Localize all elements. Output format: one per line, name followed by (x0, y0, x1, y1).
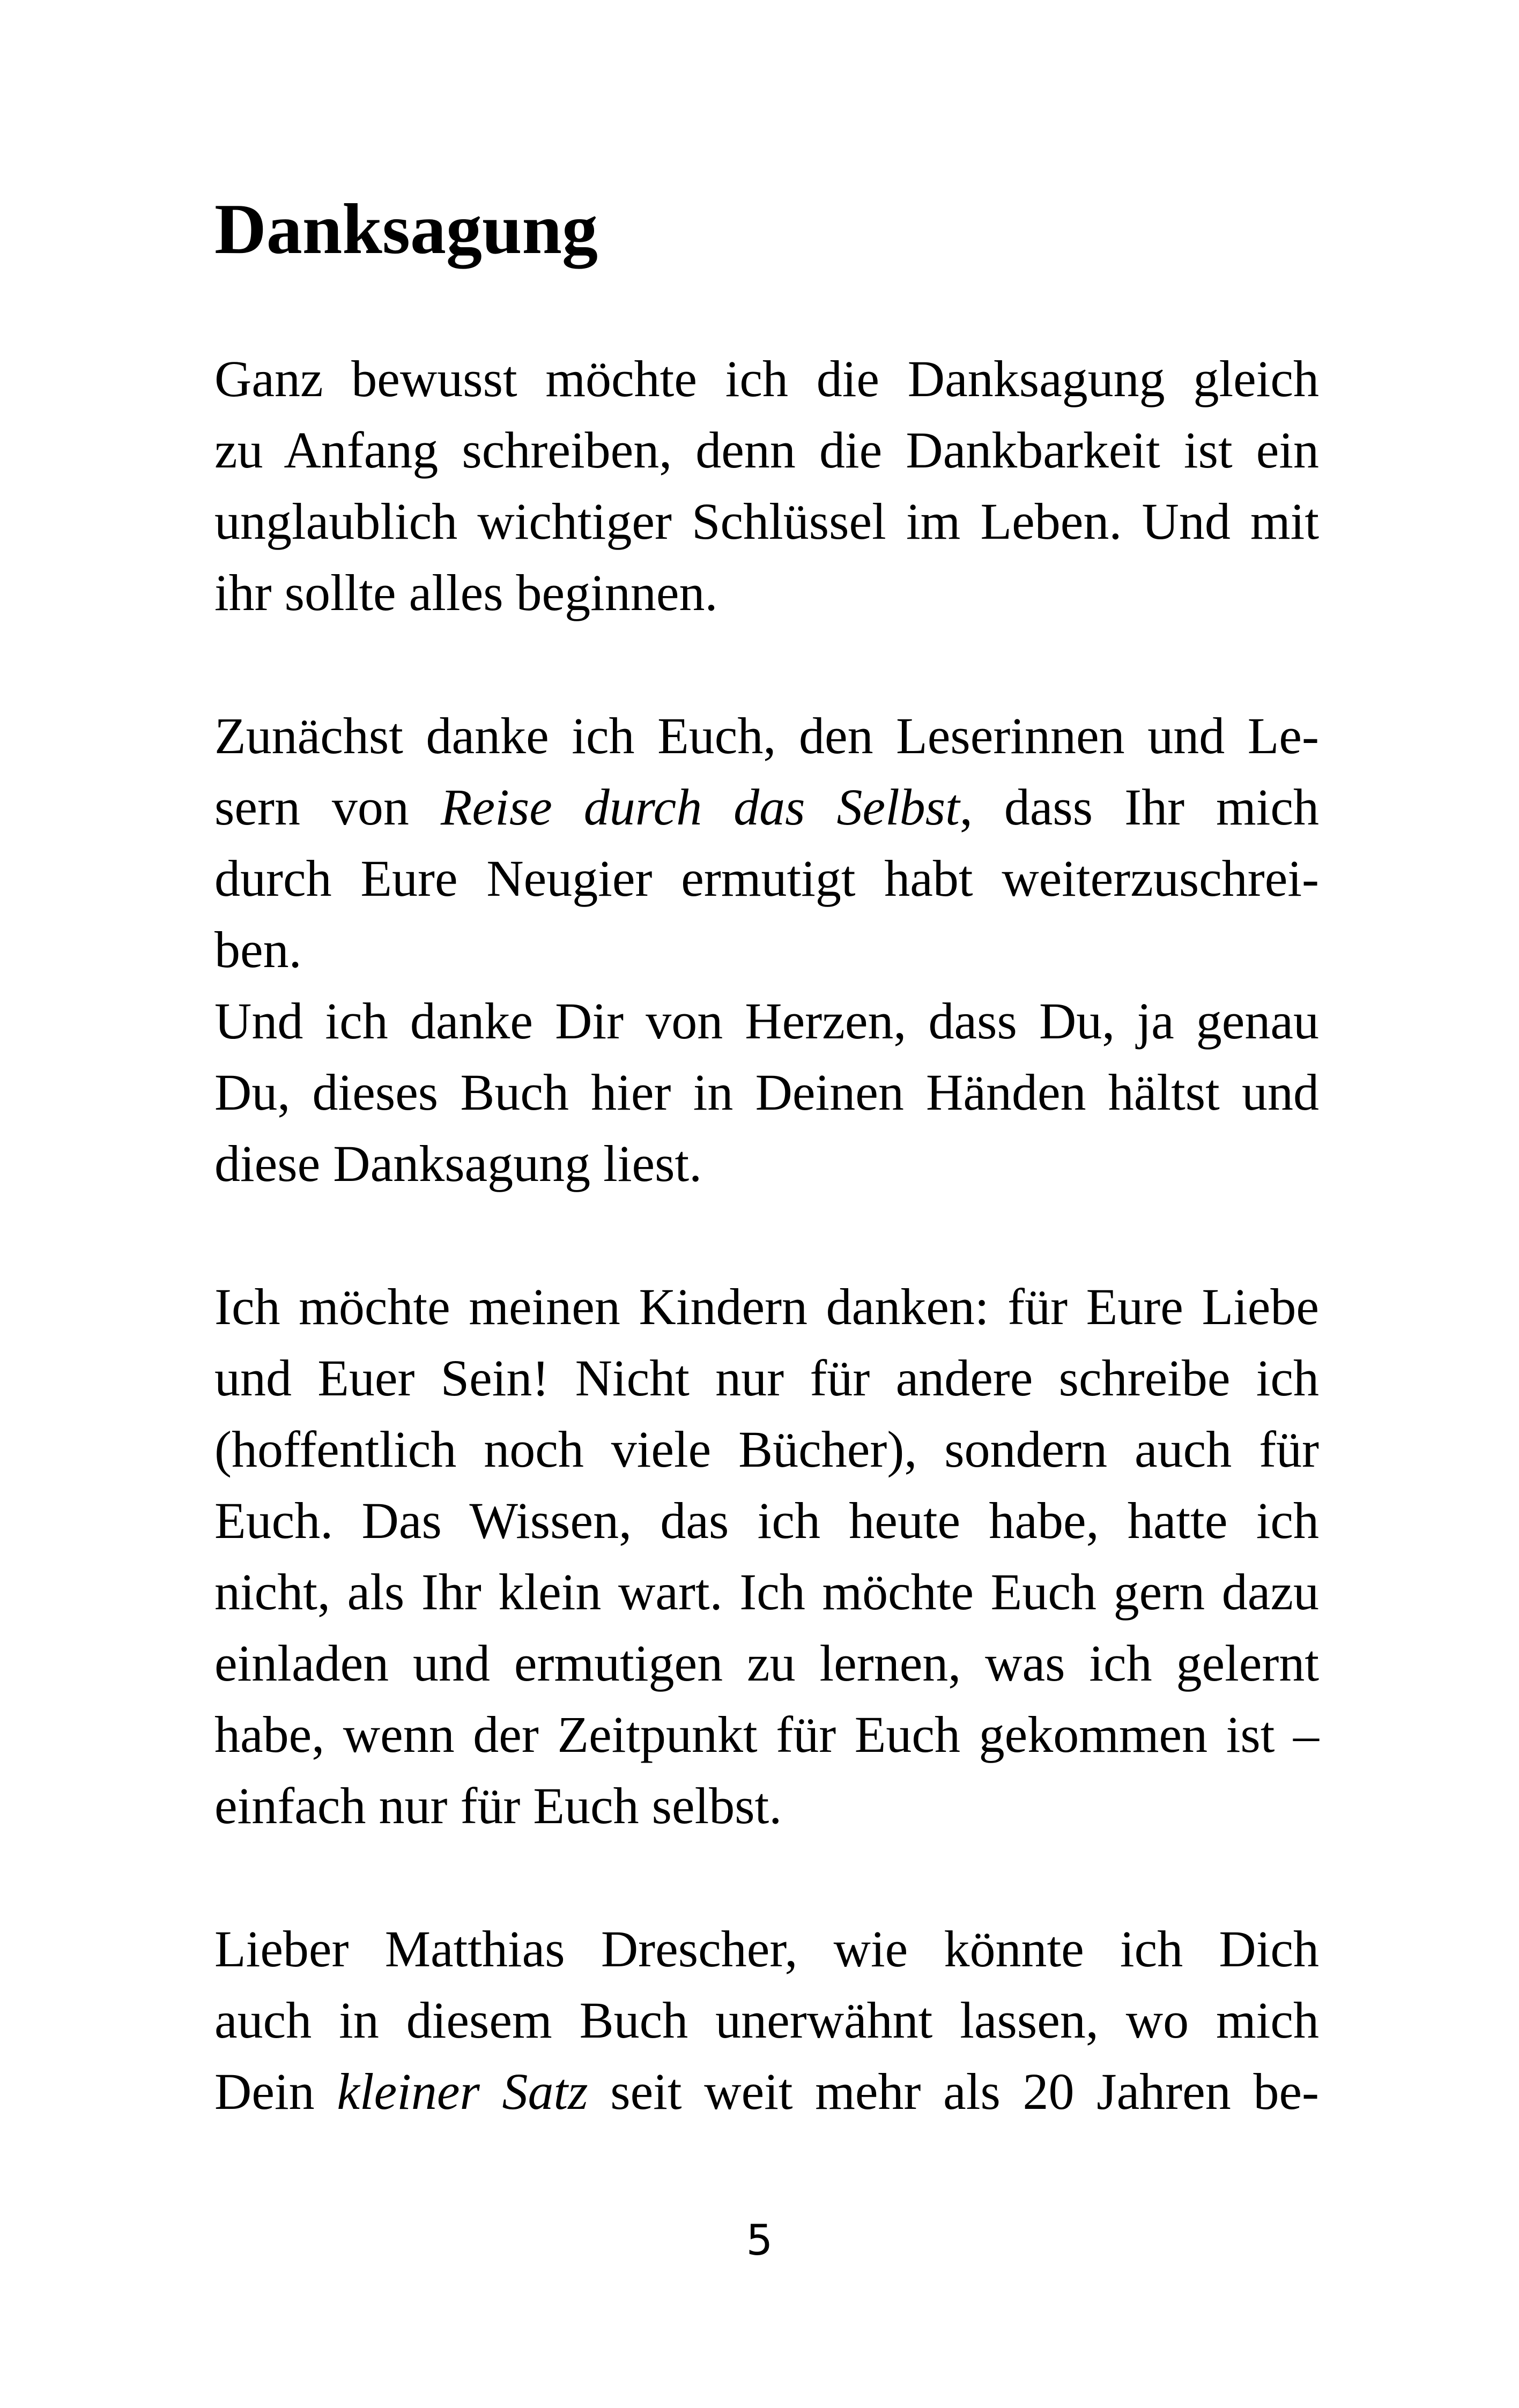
text-line: Lieber Matthias Drescher, wie könnte ich Dich (214, 1920, 1319, 1978)
text-line: ben. (214, 921, 302, 978)
text-line (214, 2056, 1319, 2127)
text-line (214, 771, 1319, 843)
text-line: Du, dieses Buch hier in Deinen Händen hältst und (214, 1064, 1319, 1121)
text-line: ihr sollte alles beginnen. (214, 564, 718, 621)
paragraph-matthias (214, 1913, 1319, 2127)
page-number: 5 (746, 2217, 773, 2265)
text-line: Ich möchte meinen Kindern danken: für Eure Liebe (214, 1278, 1319, 1335)
text-segment: , dass Ihr mich (959, 778, 1319, 836)
text-line: Ganz bewusst möchte ich die Danksagung gleich (214, 350, 1319, 407)
text-line: unglaublich wichtiger Schlüssel im Leben. Und mit (214, 493, 1319, 550)
paragraph-readers (214, 700, 1319, 985)
text-line: zu Anfang schreiben, denn die Dankbarkeit ist ein (214, 421, 1319, 479)
text-segment: seit weit mehr als 20 Jahren be- (588, 2063, 1320, 2120)
text-line: habe, wenn der Zeitpunkt für Euch gekommen ist – (214, 1706, 1319, 1763)
text-line: einfach nur für Euch selbst. (214, 1777, 782, 1834)
text-line: diese Danksagung liest. (214, 1135, 702, 1192)
page-body (214, 343, 1319, 2127)
paragraph-spacer (214, 1199, 1319, 1271)
text-line: und Euer Sein! Nicht nur für andere schreibe ich (214, 1349, 1319, 1407)
paragraph-spacer (214, 1841, 1319, 1913)
text-line: auch in diesem Buch unerwähnt lassen, wo mich (214, 1991, 1319, 2049)
paragraph-children (214, 1271, 1319, 1841)
page-title: Danksagung (214, 189, 598, 269)
paragraph-reader-thanks (214, 985, 1319, 1199)
text-line: einladen und ermutigen zu lernen, was ich gelernt (214, 1634, 1319, 1692)
text-line: nicht, als Ihr klein wart. Ich möchte Euch gern dazu (214, 1563, 1319, 1621)
paragraph-gratitude-intro (214, 343, 1319, 628)
text-line: Zunächst danke ich Euch, den Leserinnen und Le- (214, 707, 1319, 764)
text-segment: Dein (214, 2063, 337, 2120)
paragraph-spacer (214, 628, 1319, 700)
text-line: Euch. Das Wissen, das ich heute habe, hatte ich (214, 1492, 1319, 1549)
text-line: Und ich danke Dir von Herzen, dass Du, ja genau (214, 992, 1319, 1050)
book-title-italic: Reise durch das Selbst (440, 778, 960, 836)
phrase-italic: kleiner Satz (337, 2063, 588, 2120)
text-line: durch Eure Neugier ermutigt habt weiterzuschrei- (214, 850, 1319, 907)
text-line: (hoffentlich noch viele Bücher), sondern auch für (214, 1421, 1319, 1478)
text-segment: sern von (214, 778, 441, 836)
